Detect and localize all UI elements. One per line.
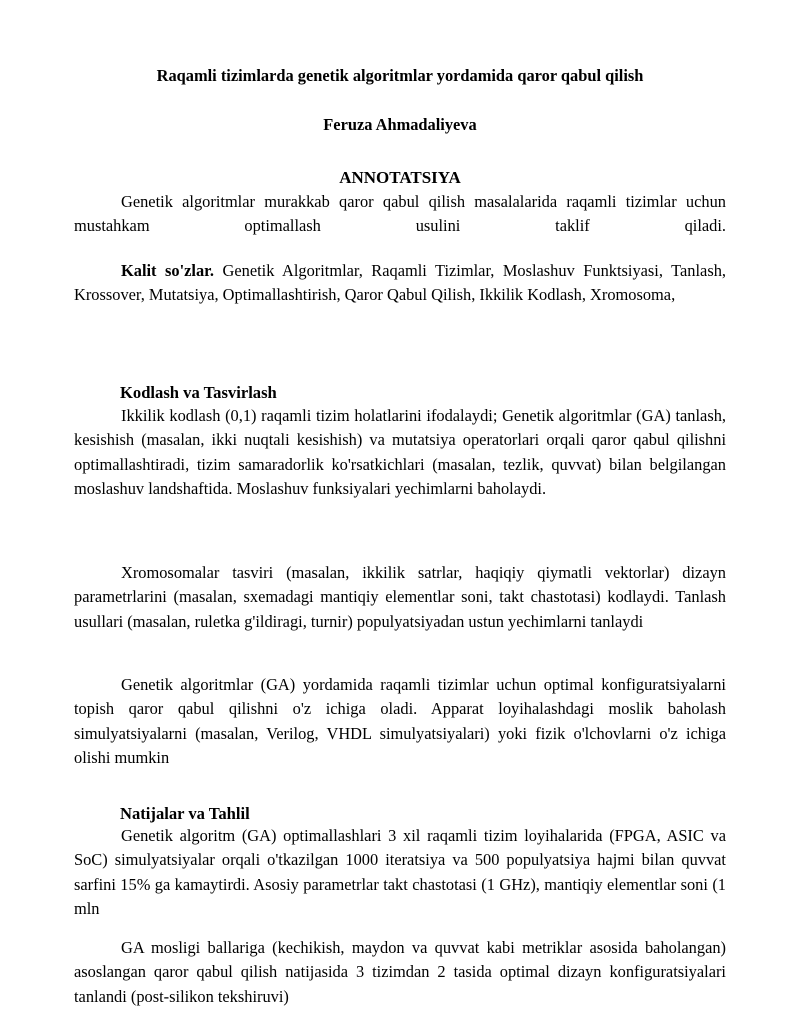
keywords-paragraph [74, 259, 726, 308]
results-paragraph-2: GA mosligi ballariga (kechikish, maydon va quvvat kabi metriklar asosida baholangan) asoslangan qaror qabul qilish natijasida 3 tizimdan 2 tasida optimal dizayn konfiguratsiyalari tanlandi (post-silikon tekshiruvi) [74, 938, 726, 1006]
annotation-heading: ANNOTATSIYA [339, 168, 461, 187]
encoding-paragraph-2: Xromosomalar tasviri (masalan, ikkilik satrlar, haqiqiy qiymatli vektorlar) dizayn parametrlarini (masalan, sxemadagi mantiqiy elementlar soni, takt chastotasi) kodlaydi. Tanlash usullari (masalan, ruletka g'ildiragi, turnir) populyatsiyadan ustun yechimlarni tanlaydi [74, 563, 726, 631]
section-heading-results: Natijalar va Tahlil [120, 804, 250, 823]
encoding-paragraph-3: Genetik algoritmlar (GA) yordamida raqamli tizimlar uchun optimal konfiguratsiyalarni topish qaror qabul qilishni o'z ichiga oladi. Apparat loyihalashdagi moslik baholash simulyatsiyalarni (masalan, Verilog, VHDL simulyatsiyalari) yoki fizik o'lchovlarni o'z ichiga olishi mumkin [74, 675, 726, 767]
author-name: Feruza Ahmadaliyeva [323, 115, 477, 134]
document-title: Raqamli tizimlarda genetik algoritmlar yordamida qaror qabul qilish [156, 66, 644, 85]
keywords-list: Genetik Algoritmlar, Raqamli Tizimlar, Moslashuv Funktsiyasi, Tanlash, Krossover, Mutatsiya, Optimallashtirish, Qaror Qabul Qilish, Ikkilik Kodlash, Xromosoma, [74, 261, 726, 305]
keywords-label: Kalit so'zlar. [121, 261, 215, 280]
results-paragraph-1: Genetik algoritm (GA) optimallashlari 3 xil raqamli tizim loyihalarida (FPGA, ASIC va SoC) simulyatsiyalar orqali o'tkazilgan 1000 iteratsiya va 500 populyatsiya hajmi bilan quvvat sarfini 15% ga kamaytirdi. Asosiy parametrlar takt chastotasi (1 GHz), mantiqiy elementlar soni (1 mln [74, 826, 726, 918]
encoding-paragraph-1: Ikkilik kodlash (0,1) raqamli tizim holatlarini ifodalaydi; Genetik algoritmlar (GA) tanlash, kesishish (masalan, ikki nuqtali kesishish) va mutatsiya operatorlari orqali qaror qabul qilishni optimallashtiradi, tizim samaradorlik ko'rsatkichlari (masalan, tezlik, quvvat) bilan belgilangan moslashuv landshaftida. Moslashuv funksiyalari yechimlarni baholaydi. [74, 406, 726, 498]
section-heading-encoding: Kodlash va Tasvirlash [120, 383, 277, 402]
annotation-paragraph: Genetik algoritmlar murakkab qaror qabul qilish masalalarida raqamli tizimlar uchun mustahkam optimallash usulini taklif qiladi. [74, 192, 726, 236]
